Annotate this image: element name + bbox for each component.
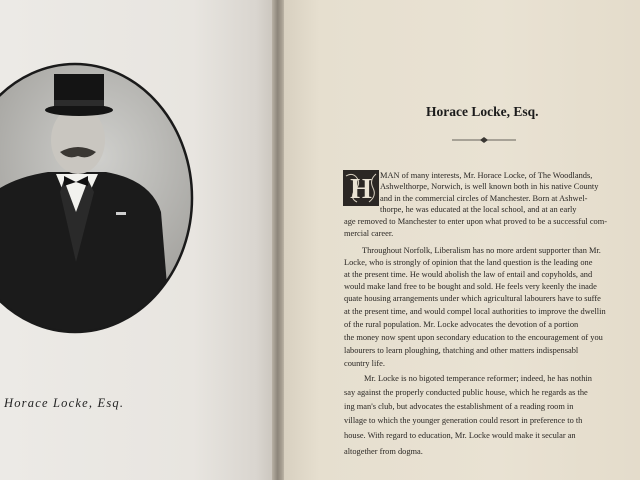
body-line: say against the properly conducted public house, which he regards as the — [344, 388, 588, 397]
body-line: would make land free to be bought and sold. He feels very keenly the inade — [344, 282, 597, 291]
body-line: labourers to learn ploughing, thatching and other matters indispensabl — [344, 346, 579, 355]
body-line: the money now spent upon secondary education to the encouragement of you — [344, 333, 603, 342]
drop-cap — [343, 170, 379, 206]
body-line: MAN of many interests, Mr. Horace Locke, of The Woodlands, — [380, 171, 593, 180]
body-line: ing man's club, but advocates the establishment of a reading room in — [344, 402, 574, 411]
body-line: of the rural population. Mr. Locke advocates the devotion of a portion — [344, 320, 579, 329]
body-line: at the present time. He would abolish the law of entail and copyholds, and — [344, 270, 593, 279]
drop-cap-letter: H — [350, 174, 372, 205]
body-line: thorpe, he was educated at the local school, and at an early — [380, 205, 577, 214]
body-line: Mr. Locke is no bigoted temperance reformer; indeed, he has nothin — [364, 374, 592, 383]
body-line: Ashwelthorpe, Norwich, is well known both in his native County — [380, 182, 599, 191]
left-page — [0, 0, 276, 480]
body-line: age removed to Manchester to enter upon what proved to be a successful com- — [344, 217, 608, 226]
portrait-caption: Horace Locke, Esq. — [4, 396, 125, 410]
body-line: country life. — [344, 359, 385, 368]
body-line: altogether from dogma. — [344, 447, 423, 456]
body-line: house. With regard to education, Mr. Locke would make it secular an — [344, 431, 576, 440]
body-line: quate housing arrangements under which agricultural labourers have to suffe — [344, 294, 601, 303]
body-line: mercial career. — [344, 229, 394, 238]
body-line: Locke, who is strongly of opinion that the land question is the leading one — [344, 258, 593, 267]
body-line: Throughout Norfolk, Liberalism has no more ardent supporter than Mr. — [362, 246, 601, 255]
page-title: Horace Locke, Esq. — [426, 104, 539, 119]
portrait-photo — [0, 62, 194, 334]
divider-ornament — [452, 136, 516, 144]
body-line: village to which the younger generation could resort in preference to th — [344, 416, 583, 425]
drop-cap-ornament — [343, 170, 379, 206]
body-line: and in the commercial circles of Manchester. Born at Ashwel- — [380, 194, 588, 203]
body-line: at the present time, and would compel local authorities to improve the dwellin — [344, 307, 606, 316]
